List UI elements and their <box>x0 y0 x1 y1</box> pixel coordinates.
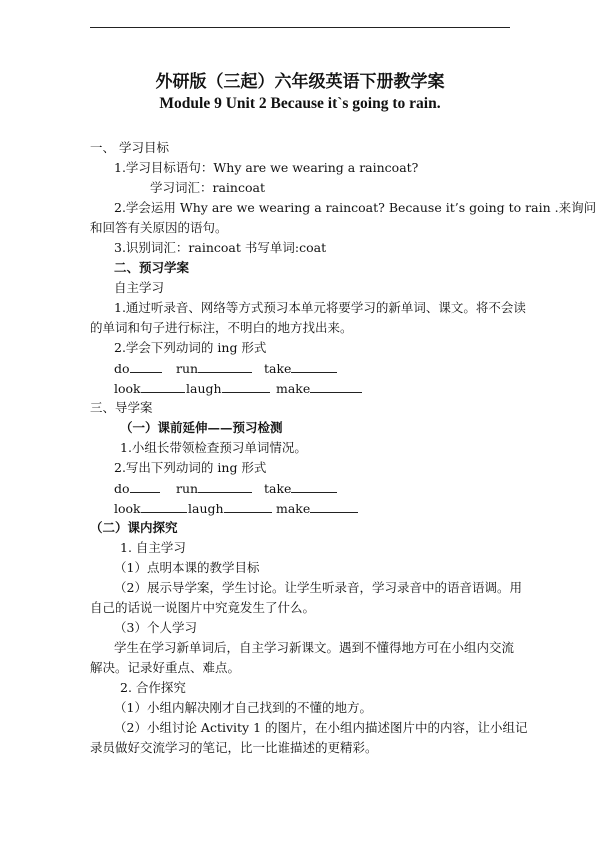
blank-take-2: take <box>264 480 337 497</box>
blank-do-2: do <box>114 480 160 497</box>
coop-1: （1）小组内解决刚才自己找到的不懂的地方。 <box>114 700 372 715</box>
self-study-3-p-line1: 学生在学习新单词后，自主学习新课文。遇到不懂得地方可在小组内交流 <box>114 640 515 655</box>
goal-vocab: 学习词汇：raincoat <box>150 180 265 195</box>
self-study-2-line1: （2）展示导学案，学生讨论。让学生听录音，学习录音中的语音语调。用 <box>114 580 522 595</box>
self-study-heading: 1. 自主学习 <box>120 540 186 555</box>
goal-2-line1: 2.学会运用 Why are we wearing a raincoat? Because it’s going to rain .来询问 <box>114 200 597 215</box>
header-rule <box>90 27 510 28</box>
guide-p1: 1.小组长带领检查预习单词情况。 <box>120 440 307 455</box>
blank-laugh: laugh <box>186 380 270 397</box>
preview-p1-line1: 1.通过听录音、网络等方式预习本单元将要学习的新单词、课文。将不会读 <box>114 300 526 315</box>
guide-sub2: （二）课内探究 <box>90 520 178 535</box>
coop-2-line2: 录员做好交流学习的笔记，比一比谁描述的更精彩。 <box>90 740 378 755</box>
self-study-2-line2: 自己的话说一说图片中究竟发生了什么。 <box>90 600 316 615</box>
page-subtitle: Module 9 Unit 2 Because it`s going to rain. <box>159 95 441 112</box>
goal-2-line2: 和回答有关原因的语句。 <box>90 220 228 235</box>
blank-do: do <box>114 360 162 377</box>
goal-3: 3.识别词汇：raincoat 书写单词:coat <box>114 240 327 255</box>
blank-run: run <box>176 360 252 377</box>
coop-2-line1: （2）小组讨论 Activity 1 的图片，在小组内描述图片中的内容，让小组记 <box>114 720 528 735</box>
blank-run-2: run <box>176 480 252 497</box>
goal-1: 1.学习目标语句：Why are we wearing a raincoat? <box>114 160 419 175</box>
coop-heading: 2. 合作探究 <box>120 680 186 695</box>
section-heading-preview: 二、预习学案 <box>114 260 190 275</box>
self-study-1: （1）点明本课的教学目标 <box>114 560 260 575</box>
blank-laugh-2: laugh <box>188 500 272 517</box>
preview-p1-line2: 的单词和句子进行标注，不明白的地方找出来。 <box>90 320 353 335</box>
self-study-3-p-line2: 解决。记录好重点、难点。 <box>90 660 241 675</box>
blank-take: take <box>264 360 337 377</box>
section-heading-guide: 三、导学案 <box>90 400 153 415</box>
blank-look-2: look <box>114 500 187 517</box>
preview-subheading: 自主学习 <box>114 280 165 295</box>
section-heading-goals: 一、 学习目标 <box>90 140 169 155</box>
page-title: 外研版（三起）六年级英语下册教学案 <box>155 72 445 92</box>
blank-make-2: make <box>276 500 358 517</box>
blank-make: make <box>276 380 362 397</box>
preview-p2: 2.学会下列动词的 ing 形式 <box>114 340 267 355</box>
blank-look: look <box>114 380 185 397</box>
guide-sub1: （一）课前延伸——预习检测 <box>120 420 283 435</box>
self-study-3: （3）个人学习 <box>114 620 197 635</box>
guide-p2: 2.写出下列动词的 ing 形式 <box>114 460 267 475</box>
